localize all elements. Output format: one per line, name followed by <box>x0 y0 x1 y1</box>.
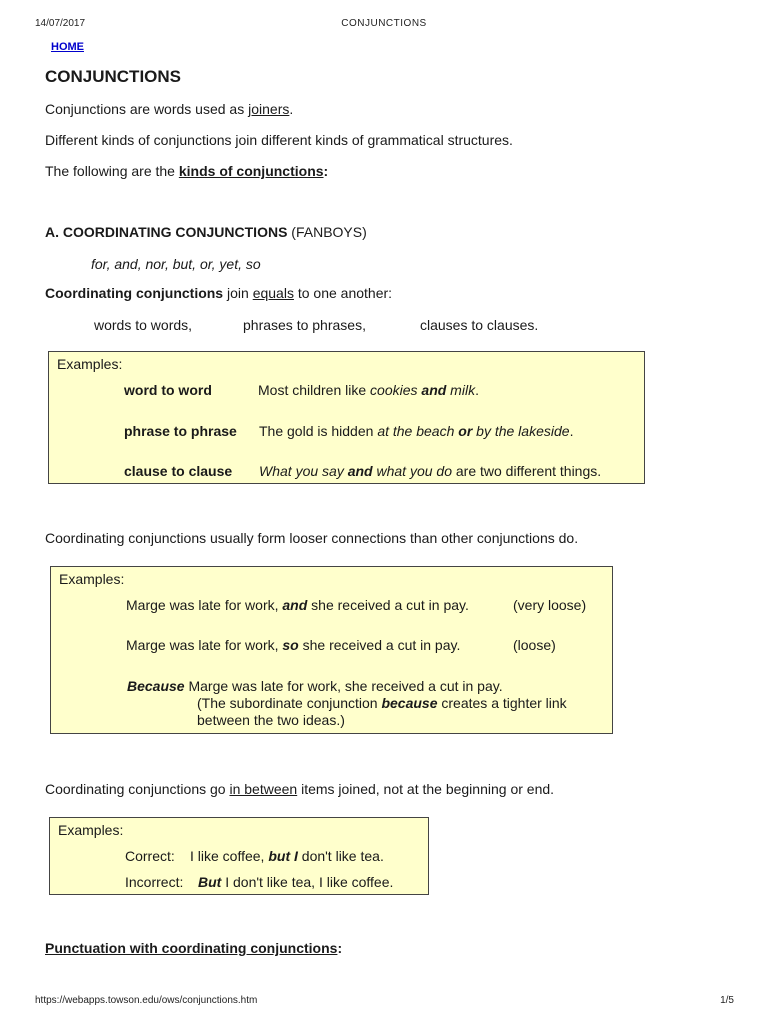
example-phrase-to-phrase <box>259 423 573 439</box>
example-text: she received a cut in pay. <box>298 637 461 653</box>
kinds-of-conjunctions-link[interactable]: kinds of conjunctions <box>178 163 324 179</box>
example-italic: at the beach <box>377 423 459 439</box>
loose-note: (loose) <box>513 637 556 653</box>
example-conjunction: But <box>198 874 222 890</box>
example-text: I like coffee, <box>190 848 269 864</box>
example-text: The gold is hidden <box>259 423 378 439</box>
punctuation-link[interactable]: Punctuation with coordinating conjunctions <box>45 940 338 956</box>
example-italic: by the lakeside <box>472 423 570 439</box>
example-word-to-word <box>258 382 479 398</box>
correct-label: Correct: <box>125 848 175 864</box>
example-text: . <box>569 423 574 439</box>
page-title: CONJUNCTIONS <box>45 67 182 86</box>
in-between-link[interactable]: in between <box>229 781 298 797</box>
section-a-title: A. COORDINATING CONJUNCTIONS <box>45 224 288 240</box>
joiners-link[interactable]: joiners <box>248 101 290 117</box>
looser-connections-text: Coordinating conjunctions usually form looser connections than other conjunctions do. <box>45 530 579 546</box>
incorrect-label: Incorrect: <box>125 874 184 890</box>
example-text: Marge was late for work, <box>126 637 283 653</box>
join-term: Coordinating conjunctions <box>45 285 224 301</box>
example-conjunction: and <box>421 382 447 398</box>
example-text: Marge was late for work, she received a cut in pay. <box>184 678 503 694</box>
example-conjunction: so <box>282 637 299 653</box>
section-a-paren: (FANBOYS) <box>287 224 367 240</box>
example-text: don't like tea. <box>297 848 384 864</box>
intro-period: . <box>289 101 294 117</box>
fanboys-list: for, and, nor, but, or, yet, so <box>91 256 261 272</box>
examples-label: Examples: <box>57 356 123 372</box>
correct-example <box>190 848 384 864</box>
words-to-words: words to words, <box>94 317 193 333</box>
print-title: CONJUNCTIONS <box>341 18 427 29</box>
intro-line-1 <box>45 101 293 117</box>
examples-box-3 <box>49 817 429 895</box>
very-loose-note: (very loose) <box>513 597 587 613</box>
example-text: she received a cut in pay. <box>307 597 469 613</box>
examples-box-1 <box>48 351 645 484</box>
examples-label: Examples: <box>59 571 125 587</box>
colon: : <box>323 163 329 179</box>
example-label-clause: clause to clause <box>124 463 233 479</box>
example-italic: milk <box>446 382 476 398</box>
example-conjunction: and <box>282 597 308 613</box>
example-conjunction: but I <box>268 848 298 864</box>
equals-link[interactable]: equals <box>252 285 294 301</box>
example-conjunction: or <box>458 423 473 439</box>
intro-line-2: Different kinds of conjunctions join different kinds of grammatical structures. <box>45 132 513 148</box>
example-italic: What you say <box>259 463 348 479</box>
examples-label: Examples: <box>58 822 124 838</box>
example-label-word: word to word <box>124 382 212 398</box>
example-conjunction: Because <box>127 678 185 694</box>
example-italic: cookies <box>370 382 422 398</box>
example-text: are two different things. <box>451 463 602 479</box>
join-text: join <box>223 285 253 301</box>
because-note-line-1 <box>197 695 567 711</box>
intro-line-3-text: The following are the <box>45 163 179 179</box>
example-label-phrase: phrase to phrase <box>124 423 237 439</box>
example-clause-to-clause <box>259 463 601 479</box>
example-very-loose <box>126 597 469 613</box>
intro-text: Conjunctions are words used as <box>45 101 249 117</box>
incorrect-example <box>198 874 393 890</box>
example-because <box>127 678 503 694</box>
join-text-end: to one another: <box>293 285 393 301</box>
print-date: 14/07/2017 <box>35 18 86 29</box>
because-note-line-2: between the two ideas.) <box>197 712 345 728</box>
between-text-end: items joined, not at the beginning or end. <box>297 781 555 797</box>
example-text: I don't like tea, I like coffee. <box>221 874 394 890</box>
punctuation-heading <box>45 940 342 956</box>
note-conjunction: because <box>381 695 438 711</box>
examples-box-2 <box>50 566 613 734</box>
example-italic: what you do <box>372 463 452 479</box>
example-loose <box>126 637 460 653</box>
example-conjunction: and <box>347 463 373 479</box>
note-text: creates a tighter link <box>437 695 567 711</box>
example-text: Marge was late for work, <box>126 597 283 613</box>
in-between-line <box>45 781 554 797</box>
home-link[interactable]: HOME <box>51 41 84 53</box>
clauses-to-clauses: clauses to clauses. <box>420 317 539 333</box>
phrases-to-phrases: phrases to phrases, <box>243 317 366 333</box>
print-url: https://webapps.towson.edu/ows/conjunctions.htm <box>35 995 258 1006</box>
example-text: . <box>475 382 479 398</box>
example-text: Most children like <box>258 382 371 398</box>
note-text: (The subordinate conjunction <box>197 695 382 711</box>
section-a-heading <box>45 224 367 240</box>
print-page-number: 1/5 <box>720 995 734 1006</box>
between-text: Coordinating conjunctions go <box>45 781 230 797</box>
intro-line-3 <box>45 163 328 179</box>
colon: : <box>337 940 343 956</box>
join-equals-line <box>45 285 392 301</box>
